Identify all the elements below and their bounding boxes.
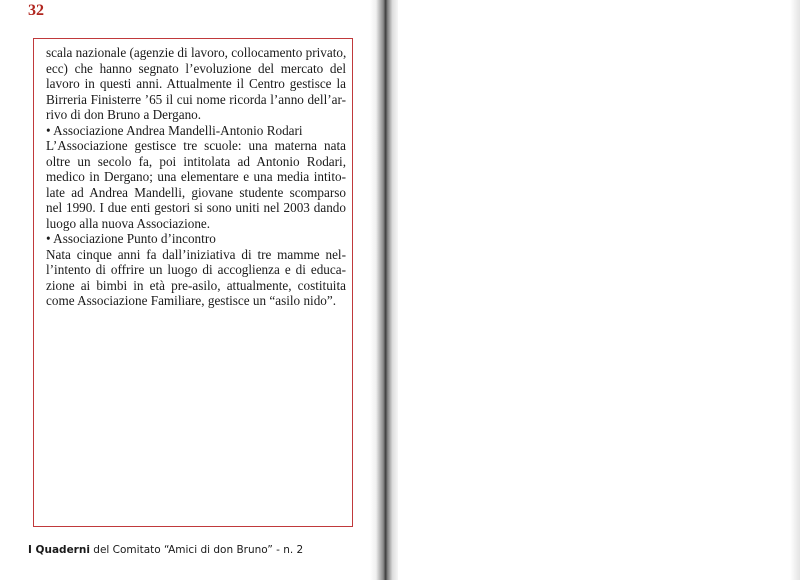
- body-text: [46, 45, 346, 309]
- text-line: come Associazione Familiare, gestisce un “asilo nido”.: [46, 293, 337, 308]
- text-line: rivo di don Bruno a Dergano.: [46, 107, 202, 122]
- text-line: scala nazionale (agenzie di lavoro, collocamento privato,: [46, 45, 347, 60]
- text-line: L’Associazione gestisce tre scuole: una materna nata: [46, 138, 346, 153]
- text-line: late ad Andrea Mandelli, giovane studente scomparso: [46, 184, 346, 200]
- left-page: [0, 0, 378, 580]
- text-line: medico in Dergano; una elementare e una media intito-: [46, 169, 346, 184]
- right-page-edge: [790, 0, 800, 580]
- book-gutter: [370, 0, 400, 580]
- text-line: Birreria Finisterre ’65 il cui nome ricorda l’anno dell’ar-: [46, 91, 346, 107]
- bullet-heading: • Associazione Andrea Mandelli-Antonio Rodari: [46, 122, 303, 138]
- page-number: 32: [28, 2, 44, 19]
- text-line: nel 1990. I due enti gestori si sono uniti nel 2003 dando: [46, 200, 346, 215]
- text-line: l’intento di offrire un luogo di accoglienza e di educa-: [46, 262, 346, 277]
- text-line: oltre un secolo fa, poi intitolata ad Antonio Rodari,: [46, 153, 346, 169]
- text-line: luogo alla nuova Associazione.: [46, 215, 211, 231]
- text-line: zione ai bimbi in età pre-asilo, attualmente, costituita: [46, 277, 346, 293]
- text-line: ecc) che hanno segnato l’evoluzione del mercato del: [46, 60, 346, 76]
- footer-brand: I Quaderni: [28, 544, 90, 556]
- right-page-blank: [398, 0, 800, 580]
- text-line: lavoro in questi anni. Attualmente il Centro gestisce la: [46, 76, 346, 91]
- text-line: Nata cinque anni fa dall’iniziativa di tre mamme nel-: [46, 246, 346, 262]
- footer-text: del Comitato “Amici di don Bruno” - n. 2: [89, 544, 304, 556]
- page-footer: [28, 544, 303, 556]
- bullet-heading: • Associazione Punto d’incontro: [46, 231, 216, 246]
